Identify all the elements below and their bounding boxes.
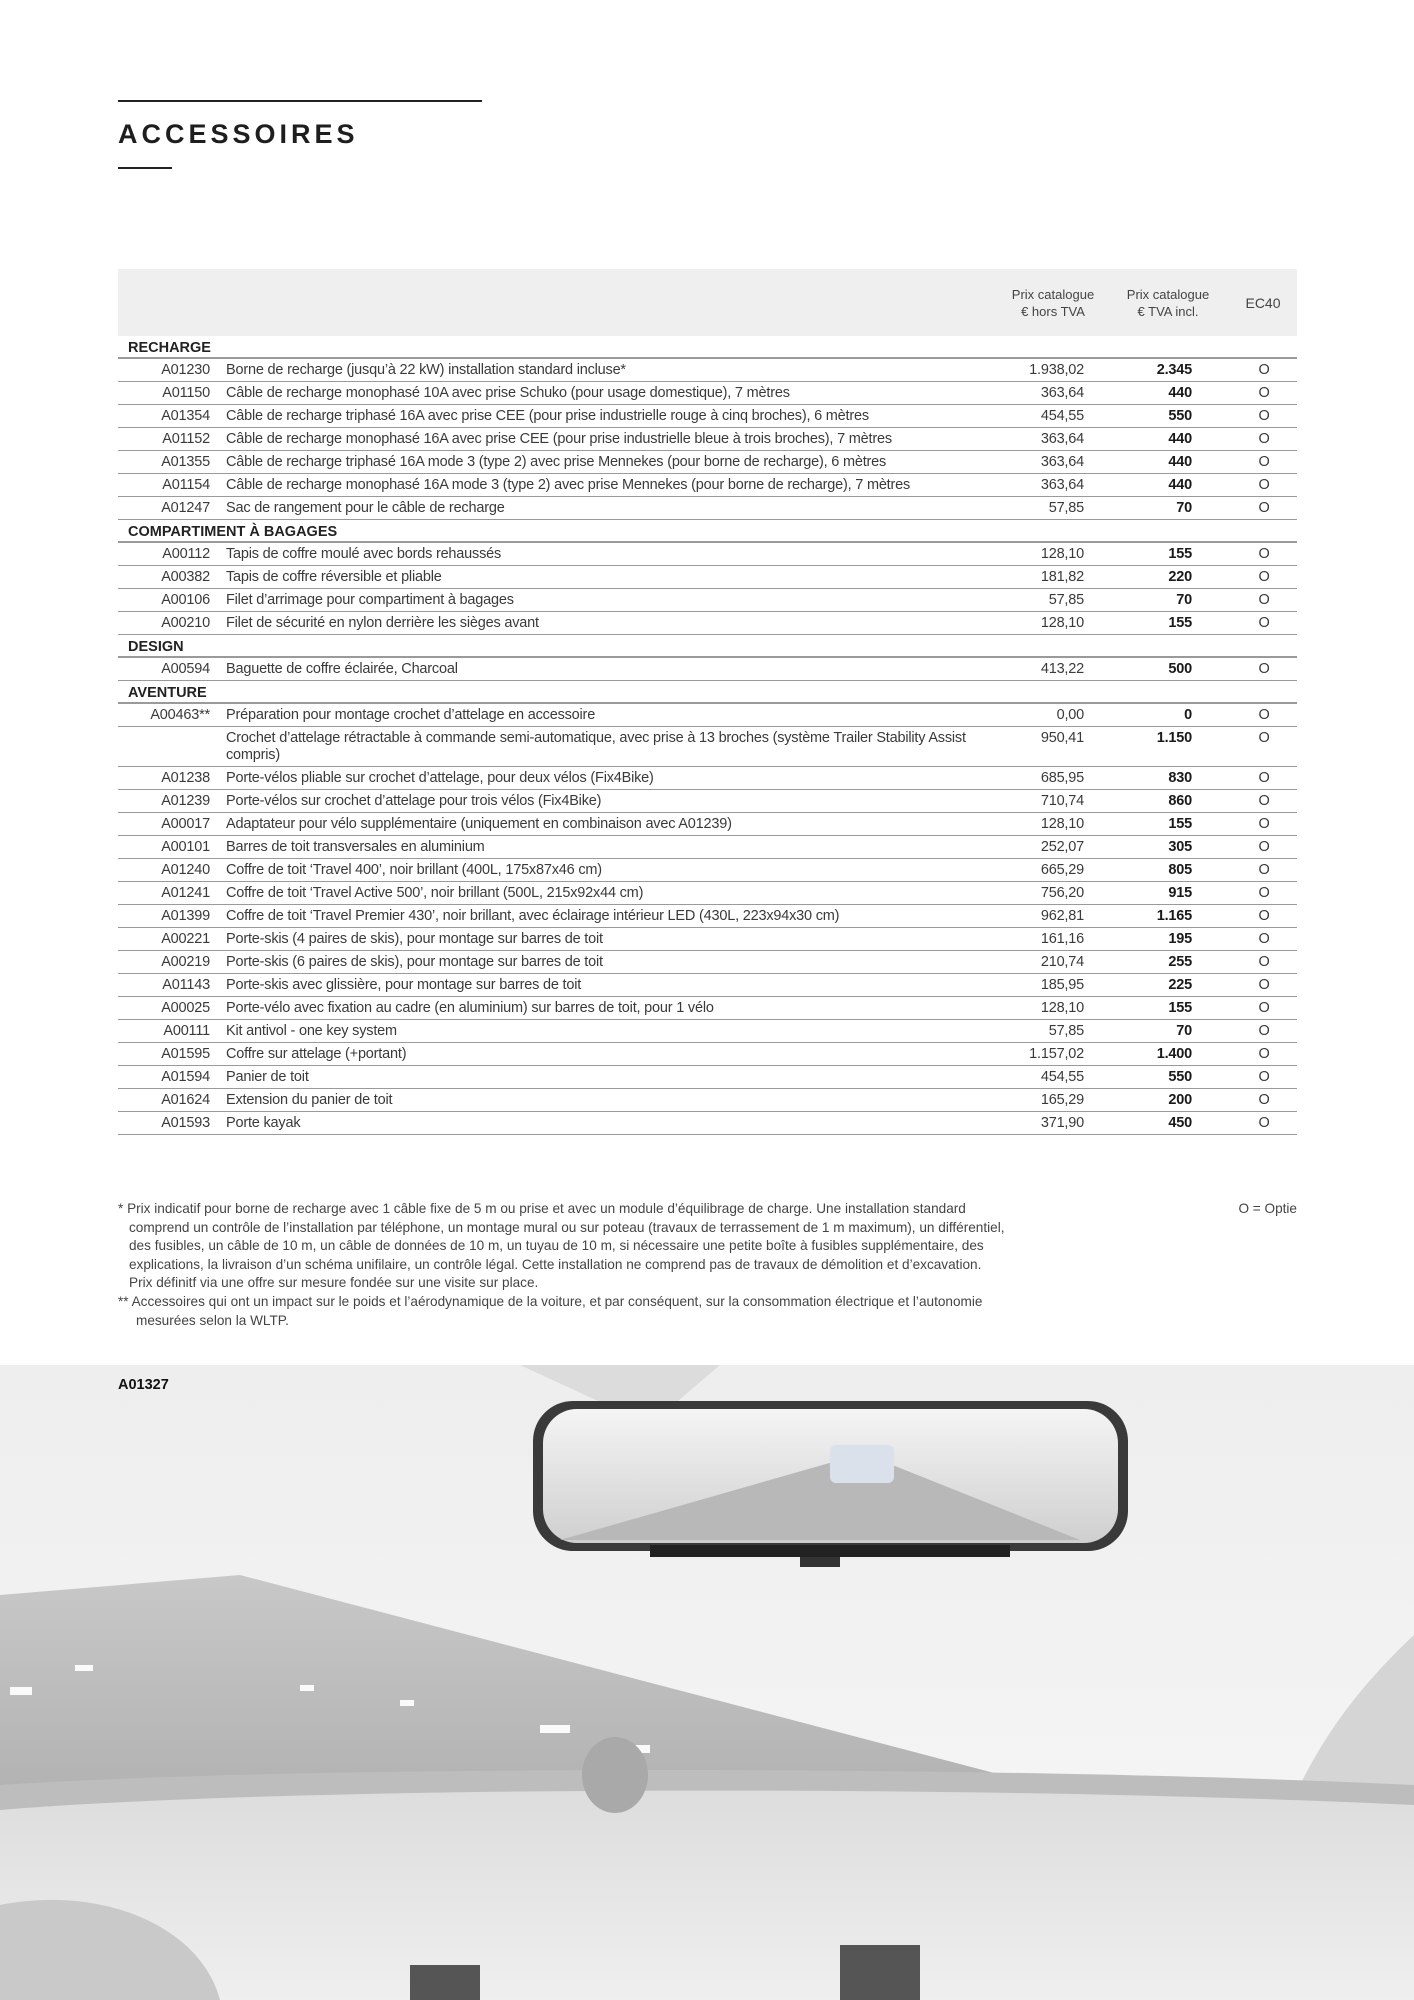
- price-excl-vat: 363,64: [1040, 454, 1084, 470]
- item-description: Barres de toit transversales en aluminium: [226, 839, 485, 855]
- availability-ec40: O: [1258, 546, 1270, 562]
- availability-ec40: O: [1258, 730, 1270, 746]
- item-code: A00594: [161, 661, 210, 677]
- item-description: Kit antivol - one key system: [226, 1023, 397, 1039]
- item-code: A00219: [161, 954, 210, 970]
- price-excl-vat: 128,10: [1040, 615, 1084, 631]
- price-incl-vat: 305: [1168, 839, 1192, 855]
- legend: O = Optie: [1238, 1201, 1297, 1216]
- price-excl-vat: 950,41: [1040, 730, 1084, 746]
- item-code: A01593: [161, 1115, 210, 1131]
- price-excl-vat: 210,74: [1040, 954, 1084, 970]
- availability-ec40: O: [1258, 1023, 1270, 1039]
- rearview-mirror-photo: [0, 1365, 1414, 2000]
- price-excl-vat: 363,64: [1040, 477, 1084, 493]
- table-row: [118, 405, 1297, 428]
- item-description: Coffre de toit ‘Travel Active 500’, noir brillant (500L, 215x92x44 cm): [226, 885, 644, 901]
- availability-ec40: O: [1258, 615, 1270, 631]
- table-row: [118, 727, 1297, 767]
- price-incl-vat: 155: [1168, 816, 1192, 832]
- table-row: [118, 997, 1297, 1020]
- availability-ec40: O: [1258, 454, 1270, 470]
- price-excl-vat: 128,10: [1040, 1000, 1084, 1016]
- availability-ec40: O: [1258, 931, 1270, 947]
- table-row: [118, 1066, 1297, 1089]
- table-row: [118, 928, 1297, 951]
- availability-ec40: O: [1258, 1000, 1270, 1016]
- price-incl-vat: 440: [1168, 385, 1192, 401]
- item-description: Câble de recharge triphasé 16A mode 3 (type 2) avec prise Mennekes (pour borne de recharge), 6 mètres: [226, 454, 887, 470]
- item-description: Préparation pour montage crochet d’attelage en accessoire: [226, 707, 596, 723]
- item-code: A00106: [161, 592, 210, 608]
- item-description: Coffre de toit ‘Travel Premier 430’, noir brillant, avec éclairage intérieur LED (430L, 223x94x30 cm): [226, 908, 840, 924]
- item-code: A01399: [161, 908, 210, 924]
- availability-ec40: O: [1258, 1046, 1270, 1062]
- price-incl-vat: 1.165: [1156, 908, 1192, 924]
- item-code: A01595: [161, 1046, 210, 1062]
- photo-code: A01327: [118, 1377, 169, 1393]
- item-code: A00210: [161, 615, 210, 631]
- item-description: Porte-vélos pliable sur crochet d’attelage, pour deux vélos (Fix4Bike): [226, 770, 654, 786]
- availability-ec40: O: [1258, 793, 1270, 809]
- table-row: [118, 1089, 1297, 1112]
- table-row: [118, 974, 1297, 997]
- table-row: [118, 767, 1297, 790]
- item-description: Câble de recharge monophasé 10A avec prise Schuko (pour usage domestique), 7 mètres: [226, 385, 790, 401]
- price-excl-vat: 128,10: [1040, 546, 1084, 562]
- item-code: A01241: [161, 885, 210, 901]
- availability-ec40: O: [1258, 431, 1270, 447]
- item-code: A00463**: [150, 707, 210, 723]
- section-header: DESIGN: [118, 635, 1297, 658]
- price-excl-vat: 363,64: [1040, 431, 1084, 447]
- availability-ec40: O: [1258, 908, 1270, 924]
- availability-ec40: O: [1258, 385, 1270, 401]
- availability-ec40: O: [1258, 477, 1270, 493]
- price-excl-vat: 161,16: [1040, 931, 1084, 947]
- item-description: Porte-skis (4 paires de skis), pour montage sur barres de toit: [226, 931, 603, 947]
- availability-ec40: O: [1258, 954, 1270, 970]
- price-excl-vat: 128,10: [1040, 816, 1084, 832]
- item-description: Coffre sur attelage (+portant): [226, 1046, 407, 1062]
- price-excl-vat: 181,82: [1040, 569, 1084, 585]
- availability-ec40: O: [1258, 816, 1270, 832]
- price-excl-vat: 710,74: [1040, 793, 1084, 809]
- price-excl-vat: 665,29: [1040, 862, 1084, 878]
- table-row: [118, 1112, 1297, 1135]
- item-code: A01247: [161, 500, 210, 516]
- price-incl-vat: 440: [1168, 454, 1192, 470]
- price-incl-vat: 155: [1168, 546, 1192, 562]
- item-code: A00382: [161, 569, 210, 585]
- price-excl-vat: 756,20: [1040, 885, 1084, 901]
- table-row: [118, 474, 1297, 497]
- title-underline: [118, 167, 172, 169]
- price-incl-vat: 0: [1184, 707, 1192, 723]
- price-incl-vat: 155: [1168, 1000, 1192, 1016]
- price-incl-vat: 860: [1168, 793, 1192, 809]
- item-description: Porte kayak: [226, 1115, 301, 1131]
- availability-ec40: O: [1258, 362, 1270, 378]
- item-code: A01594: [161, 1069, 210, 1085]
- price-incl-vat: 915: [1168, 885, 1192, 901]
- item-code: A01239: [161, 793, 210, 809]
- price-incl-vat: 70: [1176, 1023, 1192, 1039]
- header-price-excl-line2: € hors TVA: [1021, 304, 1085, 319]
- price-incl-vat: 70: [1176, 592, 1192, 608]
- price-incl-vat: 450: [1168, 1115, 1192, 1131]
- table-row: [118, 612, 1297, 635]
- table-row: [118, 382, 1297, 405]
- item-code: A01624: [161, 1092, 210, 1108]
- footnote-2: ** Accessoires qui ont un impact sur le poids et l’aérodynamique de la voiture, et par conséquent, sur la consommation électrique et l’autonomie mesurées selon la WLTP.: [118, 1293, 983, 1328]
- item-code: A01143: [162, 977, 210, 993]
- header-price-excl-line1: Prix catalogue: [1011, 287, 1095, 302]
- availability-ec40: O: [1258, 1092, 1270, 1108]
- item-code: A01238: [161, 770, 210, 786]
- table-row: [118, 428, 1297, 451]
- item-description: Baguette de coffre éclairée, Charcoal: [226, 661, 458, 677]
- availability-ec40: O: [1258, 977, 1270, 993]
- item-description: Filet d’arrimage pour compartiment à bagages: [226, 592, 514, 608]
- availability-ec40: O: [1258, 569, 1270, 585]
- table-row: [118, 1043, 1297, 1066]
- table-row: [118, 451, 1297, 474]
- item-description: Câble de recharge monophasé 16A avec prise CEE (pour prise industrielle bleue à trois broches), 7 mètres: [226, 431, 892, 447]
- price-incl-vat: 255: [1168, 954, 1192, 970]
- top-rule: [118, 100, 482, 102]
- item-description: Coffre de toit ‘Travel 400’, noir brillant (400L, 175x87x46 cm): [226, 862, 602, 878]
- item-code: A01230: [161, 362, 210, 378]
- item-code: A00017: [161, 816, 210, 832]
- item-description: Adaptateur pour vélo supplémentaire (uniquement en combinaison avec A01239): [226, 816, 732, 832]
- item-code: A01154: [162, 477, 210, 493]
- item-code: A01355: [161, 454, 210, 470]
- price-incl-vat: 225: [1168, 977, 1192, 993]
- price-excl-vat: 454,55: [1040, 1069, 1084, 1085]
- availability-ec40: O: [1258, 1069, 1270, 1085]
- table-row: [118, 1020, 1297, 1043]
- availability-ec40: O: [1258, 707, 1270, 723]
- table-row: [118, 543, 1297, 566]
- price-excl-vat: 57,85: [1048, 1023, 1084, 1039]
- price-excl-vat: 454,55: [1040, 408, 1084, 424]
- availability-ec40: O: [1258, 885, 1270, 901]
- availability-ec40: O: [1258, 839, 1270, 855]
- footnote-1: * Prix indicatif pour borne de recharge avec 1 câble fixe de 5 m ou prise et avec un module d’équilibrage de charge. Une installation standard comprend un contrôle de l’installation par téléphone, un montage mural ou sur poteau (travaux de terrassement de 1 m maximum), un différentiel, des fusibles, un câble de 10 m, un câble de données de 10 m, un tuyau de 10 m, si nécessaire une petite boîte à fusibles supplémentaire, des explications, la livraison d’un schéma unifilaire, un contrôle légal. Cette installation ne comprend pas de travaux de démolition et d’excavation. Prix définitf via une offre sur mesure fondée sur une visite sur place.: [118, 1201, 1005, 1291]
- price-incl-vat: 500: [1168, 661, 1192, 677]
- item-code: A00101: [161, 839, 210, 855]
- item-code: A01152: [162, 431, 210, 447]
- item-description: Sac de rangement pour le câble de recharge: [226, 500, 505, 516]
- section-header: RECHARGE: [118, 336, 1297, 359]
- item-code: A00112: [162, 546, 210, 562]
- table-header: [118, 269, 1297, 336]
- item-description: Crochet d’attelage rétractable à commande semi-automatique, avec prise à 13 broches (système Trailer Stability Assist compris): [226, 730, 966, 763]
- price-excl-vat: 962,81: [1040, 908, 1084, 924]
- item-code: A01354: [161, 408, 210, 424]
- price-incl-vat: 195: [1168, 931, 1192, 947]
- price-incl-vat: 550: [1168, 1069, 1192, 1085]
- item-description: Porte-skis (6 paires de skis), pour montage sur barres de toit: [226, 954, 603, 970]
- section-header: AVENTURE: [118, 681, 1297, 704]
- availability-ec40: O: [1258, 661, 1270, 677]
- table-row: [118, 859, 1297, 882]
- item-description: Borne de recharge (jusqu’à 22 kW) installation standard incluse*: [226, 362, 626, 378]
- price-excl-vat: 165,29: [1040, 1092, 1084, 1108]
- item-code: A00111: [163, 1023, 210, 1039]
- price-incl-vat: 1.400: [1156, 1046, 1192, 1062]
- item-description: Porte-skis avec glissière, pour montage sur barres de toit: [226, 977, 582, 993]
- price-incl-vat: 805: [1168, 862, 1192, 878]
- availability-ec40: O: [1258, 1115, 1270, 1131]
- table-row: [118, 589, 1297, 612]
- table-row: [118, 359, 1297, 382]
- item-description: Câble de recharge monophasé 16A mode 3 (type 2) avec prise Mennekes (pour borne de recharge), 7 mètres: [226, 477, 911, 493]
- table-row: [118, 951, 1297, 974]
- item-description: Filet de sécurité en nylon derrière les sièges avant: [226, 615, 539, 631]
- availability-ec40: O: [1258, 500, 1270, 516]
- item-description: Extension du panier de toit: [226, 1092, 393, 1108]
- price-excl-vat: 363,64: [1040, 385, 1084, 401]
- table-row: [118, 836, 1297, 859]
- price-incl-vat: 220: [1168, 569, 1192, 585]
- page-title: ACCESSOIRES: [118, 119, 359, 149]
- availability-ec40: O: [1258, 862, 1270, 878]
- price-incl-vat: 1.150: [1156, 730, 1192, 746]
- item-code: A01240: [161, 862, 210, 878]
- price-excl-vat: 371,90: [1040, 1115, 1084, 1131]
- price-incl-vat: 440: [1168, 431, 1192, 447]
- table-row: [118, 658, 1297, 681]
- item-description: Porte-vélos sur crochet d’attelage pour trois vélos (Fix4Bike): [226, 793, 602, 809]
- item-code: A01150: [162, 385, 210, 401]
- price-excl-vat: 57,85: [1048, 500, 1084, 516]
- item-description: Tapis de coffre moulé avec bords rehaussés: [226, 546, 502, 562]
- header-price-incl-line1: Prix catalogue: [1126, 287, 1210, 302]
- price-excl-vat: 685,95: [1040, 770, 1084, 786]
- price-incl-vat: 830: [1168, 770, 1192, 786]
- header-price-excl: [998, 286, 1108, 320]
- price-incl-vat: 440: [1168, 477, 1192, 493]
- item-code: A00025: [161, 1000, 210, 1016]
- item-description: Porte-vélo avec fixation au cadre (en aluminium) sur barres de toit, pour 1 vélo: [226, 1000, 714, 1016]
- table-row: [118, 566, 1297, 589]
- price-excl-vat: 57,85: [1048, 592, 1084, 608]
- table-row: [118, 704, 1297, 727]
- accessories-table: [118, 269, 1297, 1135]
- price-incl-vat: 155: [1168, 615, 1192, 631]
- header-price-incl-line2: € TVA incl.: [1137, 304, 1199, 319]
- price-excl-vat: 252,07: [1040, 839, 1084, 855]
- item-code: A00221: [161, 931, 210, 947]
- section-header: COMPARTIMENT À BAGAGES: [118, 520, 1297, 543]
- availability-ec40: O: [1258, 408, 1270, 424]
- header-price-incl: [1113, 286, 1223, 320]
- table-row: [118, 882, 1297, 905]
- price-incl-vat: 70: [1176, 500, 1192, 516]
- item-description: Panier de toit: [226, 1069, 309, 1085]
- table-row: [118, 497, 1297, 520]
- header-model: EC40: [1245, 295, 1281, 311]
- price-incl-vat: 200: [1168, 1092, 1192, 1108]
- item-description: Câble de recharge triphasé 16A avec prise CEE (pour prise industrielle rouge à cinq broches), 6 mètres: [226, 408, 869, 424]
- item-description: Tapis de coffre réversible et pliable: [226, 569, 442, 585]
- price-excl-vat: 1.938,02: [1029, 362, 1084, 378]
- price-incl-vat: 550: [1168, 408, 1192, 424]
- availability-ec40: O: [1258, 592, 1270, 608]
- table-body: [118, 336, 1297, 1135]
- price-excl-vat: 0,00: [1056, 707, 1084, 723]
- table-row: [118, 790, 1297, 813]
- price-incl-vat: 2.345: [1156, 362, 1192, 378]
- table-row: [118, 905, 1297, 928]
- price-excl-vat: 413,22: [1040, 661, 1084, 677]
- availability-ec40: O: [1258, 770, 1270, 786]
- price-excl-vat: 185,95: [1040, 977, 1084, 993]
- footnotes: [118, 1200, 1008, 1330]
- table-row: [118, 813, 1297, 836]
- price-excl-vat: 1.157,02: [1029, 1046, 1084, 1062]
